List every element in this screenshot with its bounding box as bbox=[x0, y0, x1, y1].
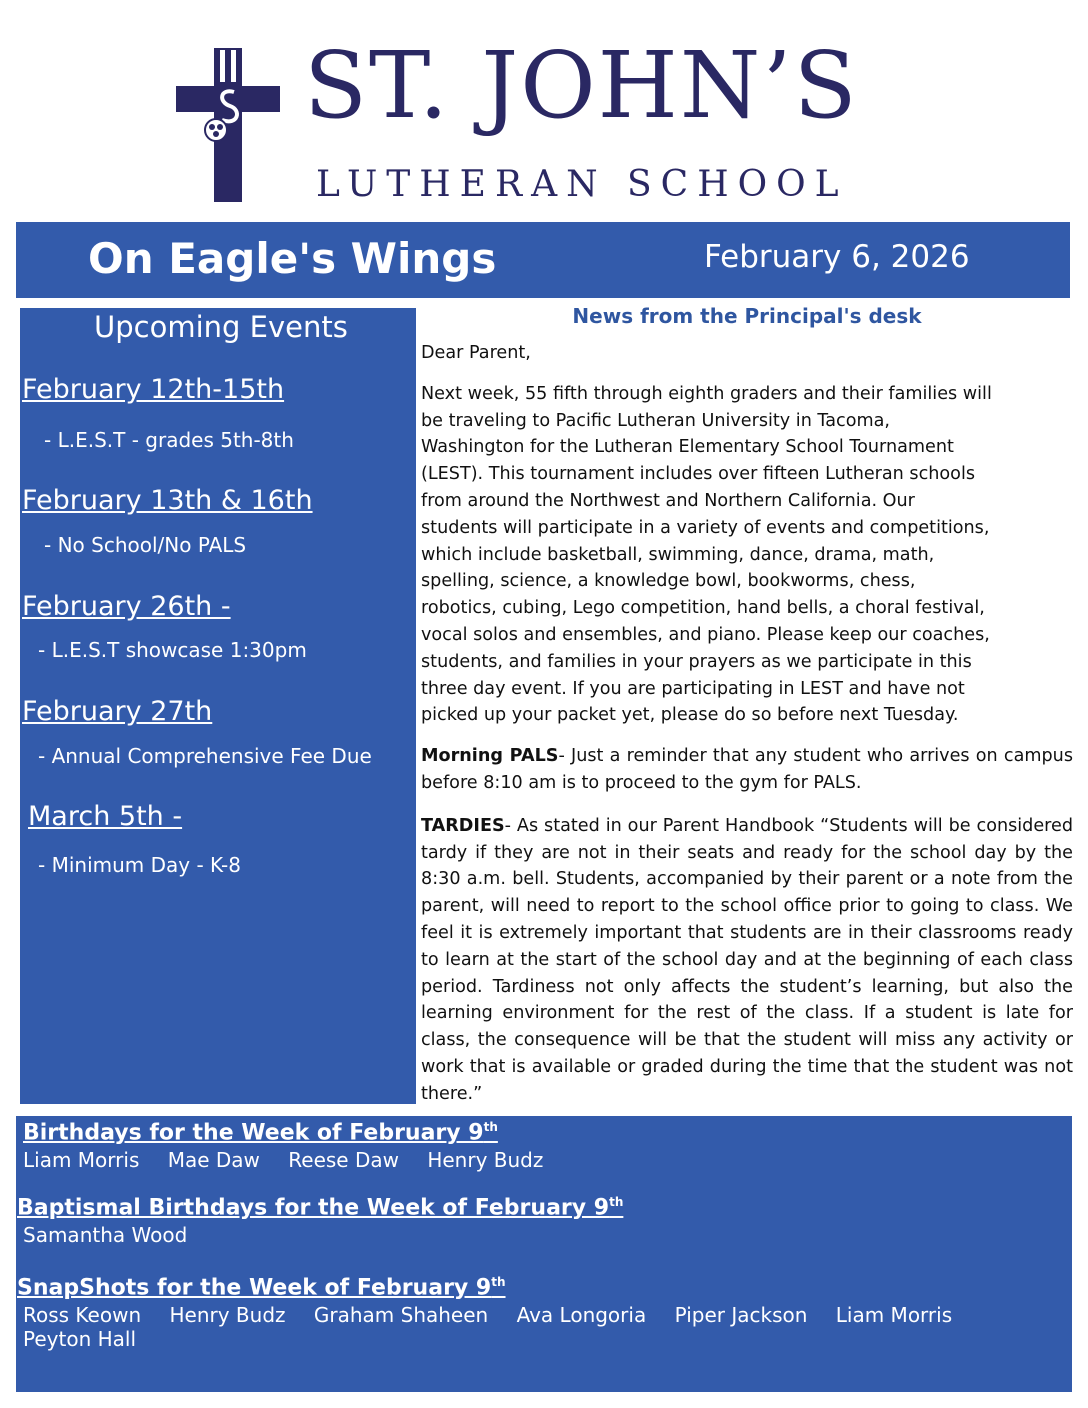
pals-paragraph bbox=[421, 743, 1073, 797]
birthday-names bbox=[23, 1148, 565, 1172]
birthday-name: Liam Morris bbox=[23, 1148, 140, 1172]
principal-heading: News from the Principal's desk bbox=[572, 304, 922, 328]
birthday-name: Henry Budz bbox=[427, 1148, 544, 1172]
school-name: ST. JOHN’S bbox=[304, 32, 859, 139]
baptismal-names bbox=[23, 1223, 209, 1247]
event-date: February 27th bbox=[22, 696, 213, 727]
pals-text: - Just a reminder that any student who arrives on campus before 8:10 am is to proceed to the gym for PALS. bbox=[421, 746, 1073, 793]
event-description: - No School/No PALS bbox=[44, 533, 247, 557]
snapshot-name: Peyton Hall bbox=[23, 1327, 137, 1351]
event-date: February 13th & 16th bbox=[22, 485, 313, 516]
snapshot-name: Ross Keown bbox=[23, 1303, 142, 1327]
birthdays-heading: Birthdays for the Week of February 9th bbox=[23, 1120, 498, 1146]
newsletter-banner bbox=[16, 222, 1070, 298]
tardies-paragraph bbox=[421, 813, 1073, 1108]
lest-paragraph: Next week, 55 fifth through eighth graders and their families will be traveling to Pacific Lutheran University in Tacoma, Washington for the Lutheran Elementary School Tournament (LEST). This tournament includes over fifteen Lutheran schools from around the Northwest and Northern California. Our students will participate in a variety of events and competitions, which include basketball, swimming, dance, drama, math, spelling, science, a knowledge bowl, bookworms, chess, robotics, cubing, Lego competition, hand bells, a choral festival, vocal solos and ensembles, and piano. Please keep our coaches, students, and families in your prayers as we participate in this three day event. If you are participating in LEST and have not picked up your packet yet, please do so before next Tuesday. bbox=[421, 383, 992, 726]
baptismal-name: Samantha Wood bbox=[23, 1223, 188, 1247]
tardies-label: TARDIES bbox=[421, 815, 505, 836]
greeting: Dear Parent, bbox=[421, 343, 531, 363]
event-description: - Minimum Day - K-8 bbox=[38, 853, 241, 877]
tardies-text: - As stated in our Parent Handbook “Students will be considered tardy if they are not in their seats and ready for the school day by the 8:30 a.m. bell. Students, accompanied by their parent or a note from the parent, will need to report to the school office prior to going to class. We feel it is extremely important that students are in their classrooms ready to learn at the start of the school day and at the beginning of each class period. Tardiness not only affects the student’s learning, but also the learning environment for the rest of the class. If a student is late for class, the consequence will be that the student will miss any activity or work that is available or graded during the time that the student was not there.” bbox=[421, 815, 1073, 1104]
celebrations-panel bbox=[16, 1116, 1072, 1392]
event-description: - L.E.S.T - grades 5th-8th bbox=[44, 428, 294, 452]
principal-news bbox=[421, 300, 1073, 1108]
event-date: February 26th - bbox=[22, 591, 231, 622]
birthday-name: Reese Daw bbox=[288, 1148, 399, 1172]
event-description: - L.E.S.T showcase 1:30pm bbox=[38, 638, 307, 662]
snapshot-name: Piper Jackson bbox=[674, 1303, 808, 1327]
events-heading: Upcoming Events bbox=[94, 310, 348, 344]
baptismal-heading: Baptismal Birthdays for the Week of February 9th bbox=[17, 1195, 624, 1221]
birthday-name: Mae Daw bbox=[167, 1148, 260, 1172]
snapshot-names bbox=[23, 1303, 974, 1327]
event-description: - Annual Comprehensive Fee Due bbox=[38, 744, 372, 768]
event-date: February 12th-15th bbox=[22, 374, 285, 405]
newsletter-title: On Eagle's Wings bbox=[88, 234, 497, 283]
snapshot-name: Graham Shaheen bbox=[313, 1303, 489, 1327]
upcoming-events-panel bbox=[20, 308, 416, 1104]
pals-label: Morning PALS bbox=[421, 746, 559, 767]
snapshot-names-line2 bbox=[23, 1327, 158, 1351]
school-logo bbox=[176, 32, 936, 210]
snapshot-name: Ava Longoria bbox=[516, 1303, 647, 1327]
snapshots-heading: SnapShots for the Week of February 9th bbox=[17, 1275, 506, 1301]
snapshot-name: Liam Morris bbox=[835, 1303, 953, 1327]
cross-icon bbox=[176, 48, 280, 202]
event-date: March 5th - bbox=[28, 801, 183, 832]
school-subtitle: LUTHERAN SCHOOL bbox=[316, 164, 848, 205]
newsletter-date: February 6, 2026 bbox=[704, 239, 970, 275]
snapshot-name: Henry Budz bbox=[169, 1303, 286, 1327]
